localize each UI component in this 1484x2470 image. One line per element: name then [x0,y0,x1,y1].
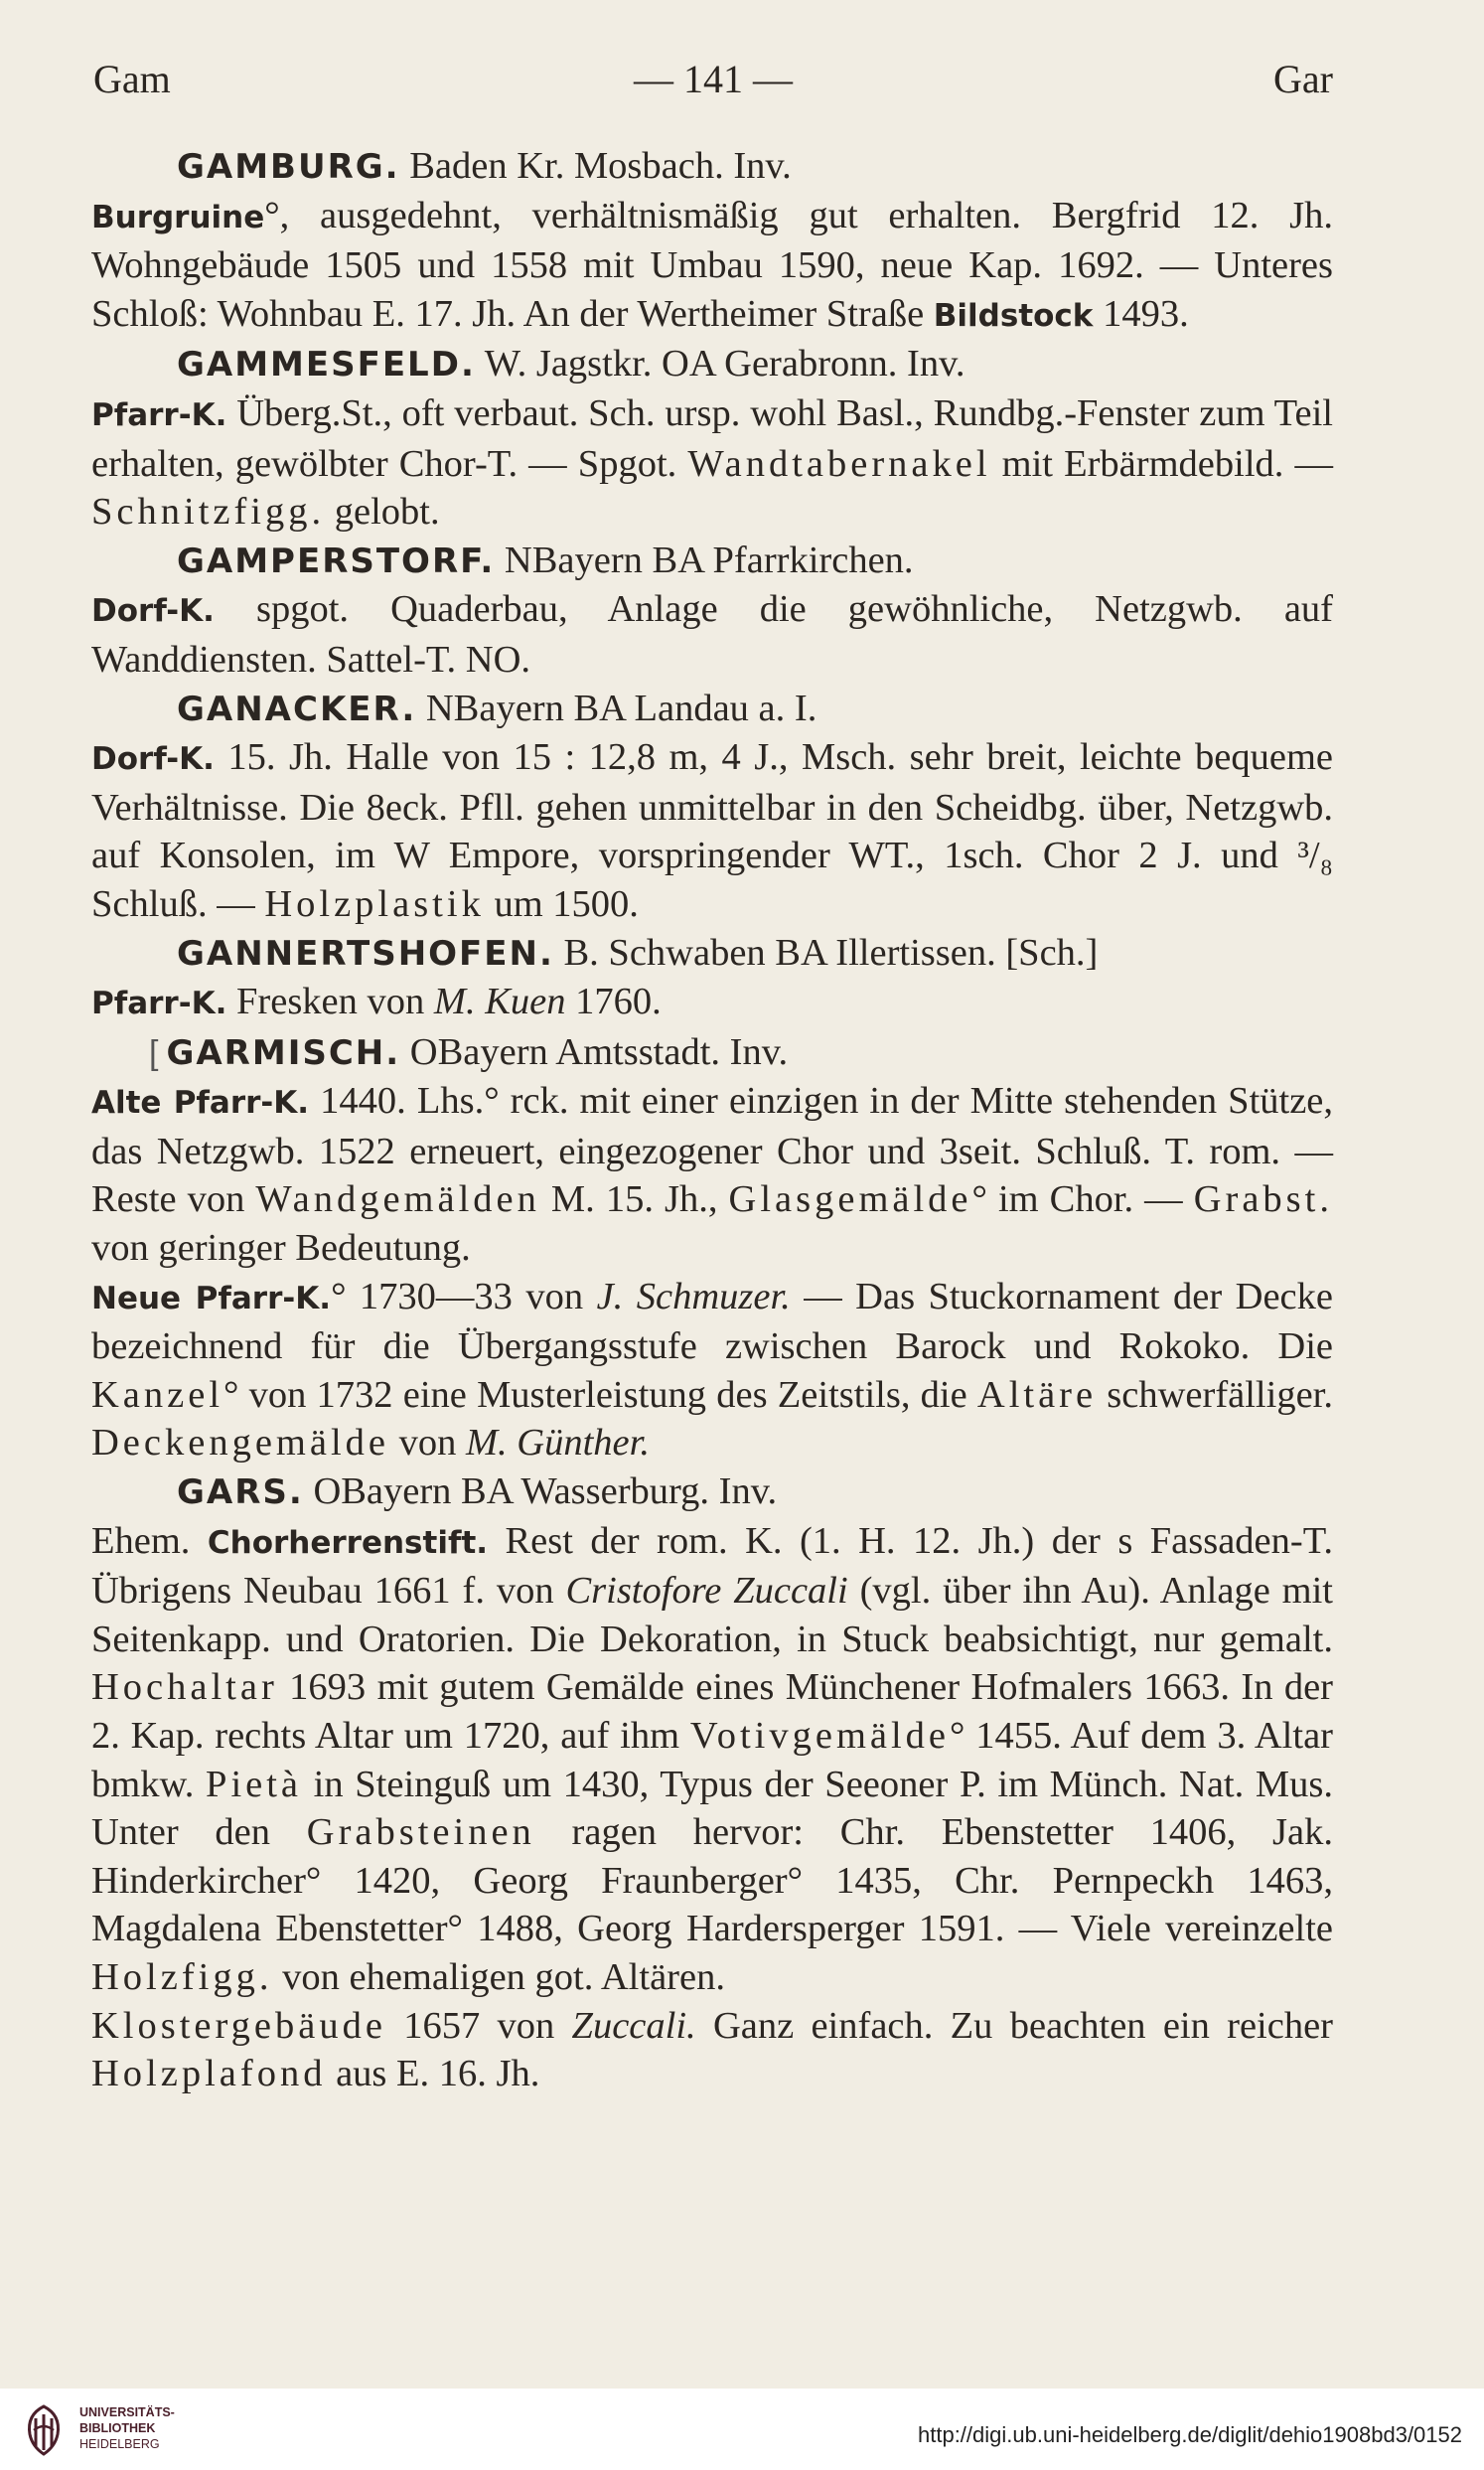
entry-ganacker-text [91,733,1333,928]
entry-garmisch-text [91,1077,1333,1272]
artist-name: M. Kuen [433,981,566,1023]
text-run: (vgl. über ihn Au). Anlage mit Seitenkapp. und Oratorien. Die Dekoration, in Stuck beabsichtigt, nur gemalt. [91,1570,1334,1660]
text-run: aus E. 16. Jh. [326,2053,540,2095]
spaced-term: Votivgemälde [689,1715,951,1757]
object-heading: Burgruine [91,199,265,235]
text-run: 1657 von [385,2004,572,2047]
spaced-term: Kanzel [91,1373,224,1416]
spaced-term: Wandtabernakel [687,442,991,485]
artist-name: Zuccali. [571,2004,696,2047]
place-name: GANNERTSHOFEN. [177,933,554,974]
entry-gars-heading [91,1467,1333,1517]
entry-gammesfeld-heading [91,340,1333,389]
place-info: Baden Kr. Mosbach. Inv. [399,145,792,187]
place-name: GANACKER. [177,689,417,729]
spaced-term: Grabst. [1193,1178,1333,1221]
entry-gammesfeld [91,340,1333,536]
entry-gannertshofen-heading [91,929,1333,979]
library-name-line-3: HEIDELBERG [79,2437,160,2451]
object-heading: Neue Pfarr-K. [91,1280,332,1316]
spaced-term: Wandgemälden [255,1178,540,1221]
header-left-catchword: Gam [93,57,171,101]
place-info: W. Jagstkr. OA Gerabronn. Inv. [475,343,965,386]
entry-gamperstorf-text [91,585,1333,684]
spaced-term: Grabsteinen [306,1811,535,1854]
place-name: GAMMESFELD. [177,345,476,386]
entry-gamburg-text [91,192,1333,341]
entry-gars [91,1467,1333,2098]
object-heading: Dorf-K. [91,741,215,778]
place-info: OBayern Amtsstadt. Inv. [400,1030,789,1073]
text-run: in Steinguß um 1430, Typus der Seeoner P. im Münch. Nat. Mus. Unter den [91,1763,1333,1854]
text-run: von geringer Bedeutung. [91,1227,471,1270]
spaced-term: Schnitzfigg. [91,491,326,534]
entry-ganacker-heading [91,685,1333,734]
entry-ganacker [91,685,1333,929]
text-run: spgot. Quaderbau, Anlage die gewöhnliche, Netzgwb. auf Wanddiensten. Sattel-T. NO. [91,588,1333,681]
text-run: 15. Jh. Halle von 15 : 12,8 m, 4 J., Msch. sehr breit, leichte bequeme Verhältnisse. Die 8eck. Pfll. gehen unmittelbar in den Scheidbg. über, Netzgwb. auf Konsolen, im W Empore, vorspringender WT., 1sch. Chor 2 J. und ³/₈ Schluß. — [91,736,1333,925]
spaced-term: Deckengemälde [91,1422,389,1465]
object-heading: Dorf-K. [91,593,215,630]
entry-gannertshofen-text [91,978,1333,1028]
text-run: 1693 mit gutem Gemälde eines Münchener Hofmalers 1663. In der 2. Kap. rechts Altar um 1720, auf ihm [91,1666,1333,1757]
place-info: NBayern BA Landau a. I. [416,687,817,729]
library-name [79,2404,175,2452]
text-run: schwerfälliger. [1097,1373,1333,1416]
spaced-term: Holzplastik [264,882,485,925]
object-heading: Chorherrenstift. [207,1524,489,1561]
text-run: mit Erbärmdebild. — [990,442,1333,485]
entry-gammesfeld-text [91,389,1333,537]
entry-gamburg [91,142,1333,340]
library-name-line-1: UNIVERSITÄTS- [79,2405,175,2419]
entry-gamburg-heading [91,142,1333,192]
spaced-term: Holzplafond [91,2053,327,2095]
text-run: um 1500. [484,882,639,925]
place-name: GARS. [177,1472,304,1513]
place-name: GAMPERSTORF. [177,540,496,581]
entry-gamperstorf-heading [91,537,1333,586]
library-name-line-2: BIBLIOTHEK [79,2421,156,2435]
text-run: ° 1730—33 von [331,1275,597,1317]
spaced-term: Pietà [206,1763,303,1805]
object-heading: Bildstock [933,297,1094,334]
artist-name: J. Schmuzer. [596,1275,791,1317]
place-name-text: GARMISCH. [166,1032,401,1073]
spaced-term: Glasgemälde [728,1178,972,1221]
text-run: 1493. [1093,292,1189,335]
entry-gamperstorf [91,537,1333,685]
spaced-term: Klostergebäude [91,2004,386,2047]
header-right-catchword: Gar [1273,57,1333,101]
text-run: Ehem. [91,1519,208,1562]
page-body [91,142,1333,2098]
text-run: Rest der rom. K. (1. H. 12. Jh.) der s Fassaden-T. Übrigens Neubau 1661 f. von [91,1519,1333,1613]
text-run: ° von 1732 eine Musterleistung des Zeitstils, die [223,1373,977,1416]
entry-garmisch [91,1028,1333,1467]
text-run: Fresken von [226,981,434,1023]
spaced-term: Hochaltar [91,1666,278,1709]
object-heading: Pfarr-K. [91,396,227,433]
text-run: 1440. Lhs.° rck. mit einer einzigen in der Mitte stehenden Stütze, das Netzgwb. 1522 erneuert, eingezogener Chor und 3seit. Schluß. T. rom. — Reste von [91,1080,1334,1221]
place-name [149,1033,400,1073]
place-info: NBayern BA Pfarrkirchen. [495,539,914,581]
text-run: °, ausgedehnt, verhältnismäßig gut erhalten. Bergfrid 12. Jh. Wohngebäude 1505 und 1558 mit Umbau 1590, neue Kap. 1692. — Unteres Schloß: Wohnbau E. 17. Jh. An der Wertheimer Straße [91,194,1333,335]
place-name: GAMBURG. [177,147,400,187]
text-run: Überg.St., oft verbaut. Sch. ursp. wohl Basl., Rundbg.-Fenster zum Teil erhalten, gewölbter Chor-T. — Spgot. [91,391,1333,485]
entry-garmisch-heading [91,1028,1333,1078]
text-run: von ehemaligen got. Altären. [272,1955,725,1998]
text-run: von [388,1422,466,1465]
artist-name: Cristofore Zuccali [565,1570,848,1613]
text-run: 1760. [565,981,662,1023]
artist-name: M. Günther. [465,1422,650,1465]
spaced-term: Holzfigg. [91,1955,273,1998]
place-info: B. Schwaben BA Illertissen. [Sch.] [553,931,1099,974]
page-number: — 141 — [634,57,793,101]
entry-gars-text-2 [91,2002,1333,2098]
running-header [93,56,1333,115]
spaced-term: Altäre [976,1373,1098,1416]
text-run: M. 15. Jh., [539,1178,729,1221]
place-info: OBayern BA Wasserburg. Inv. [303,1470,778,1513]
margin-bracket-mark: [ [149,1033,161,1072]
text-run: — Das Stuckornament der Decke bezeichnend für die Übergangsstufe zwischen Barock und Rokoko. Die [91,1275,1333,1368]
text-run: ragen hervor: Chr. Ebenstetter 1406, Jak. Hinderkircher° 1420, Georg Fraunberger° 1435, Chr. Pernpeckh 1463, Magdalena Ebenstetter° 1488, Georg Hardersperger 1591. — Viele vereinzelte [91,1811,1333,1950]
source-url-link[interactable]: http://digi.ub.uni-heidelberg.de/diglit/dehio1908bd3/0152 [918,2422,1462,2447]
text-run: Ganz einfach. Zu beachten ein reicher [695,2004,1333,2047]
entry-gannertshofen [91,929,1333,1028]
object-heading: Pfarr-K. [91,986,227,1022]
text-run: gelobt. [325,491,440,534]
text-run: ° 1455. Auf dem 3. Altar bmkw. [91,1715,1333,1805]
text-run: ° im Chor. — [971,1178,1194,1221]
object-heading: Alte Pfarr-K. [91,1085,310,1122]
digitization-footer [0,2389,1484,2470]
entry-garmisch-text-2 [91,1273,1333,1467]
university-library-logo-icon [14,2400,74,2460]
entry-gars-text [91,1517,1333,2002]
